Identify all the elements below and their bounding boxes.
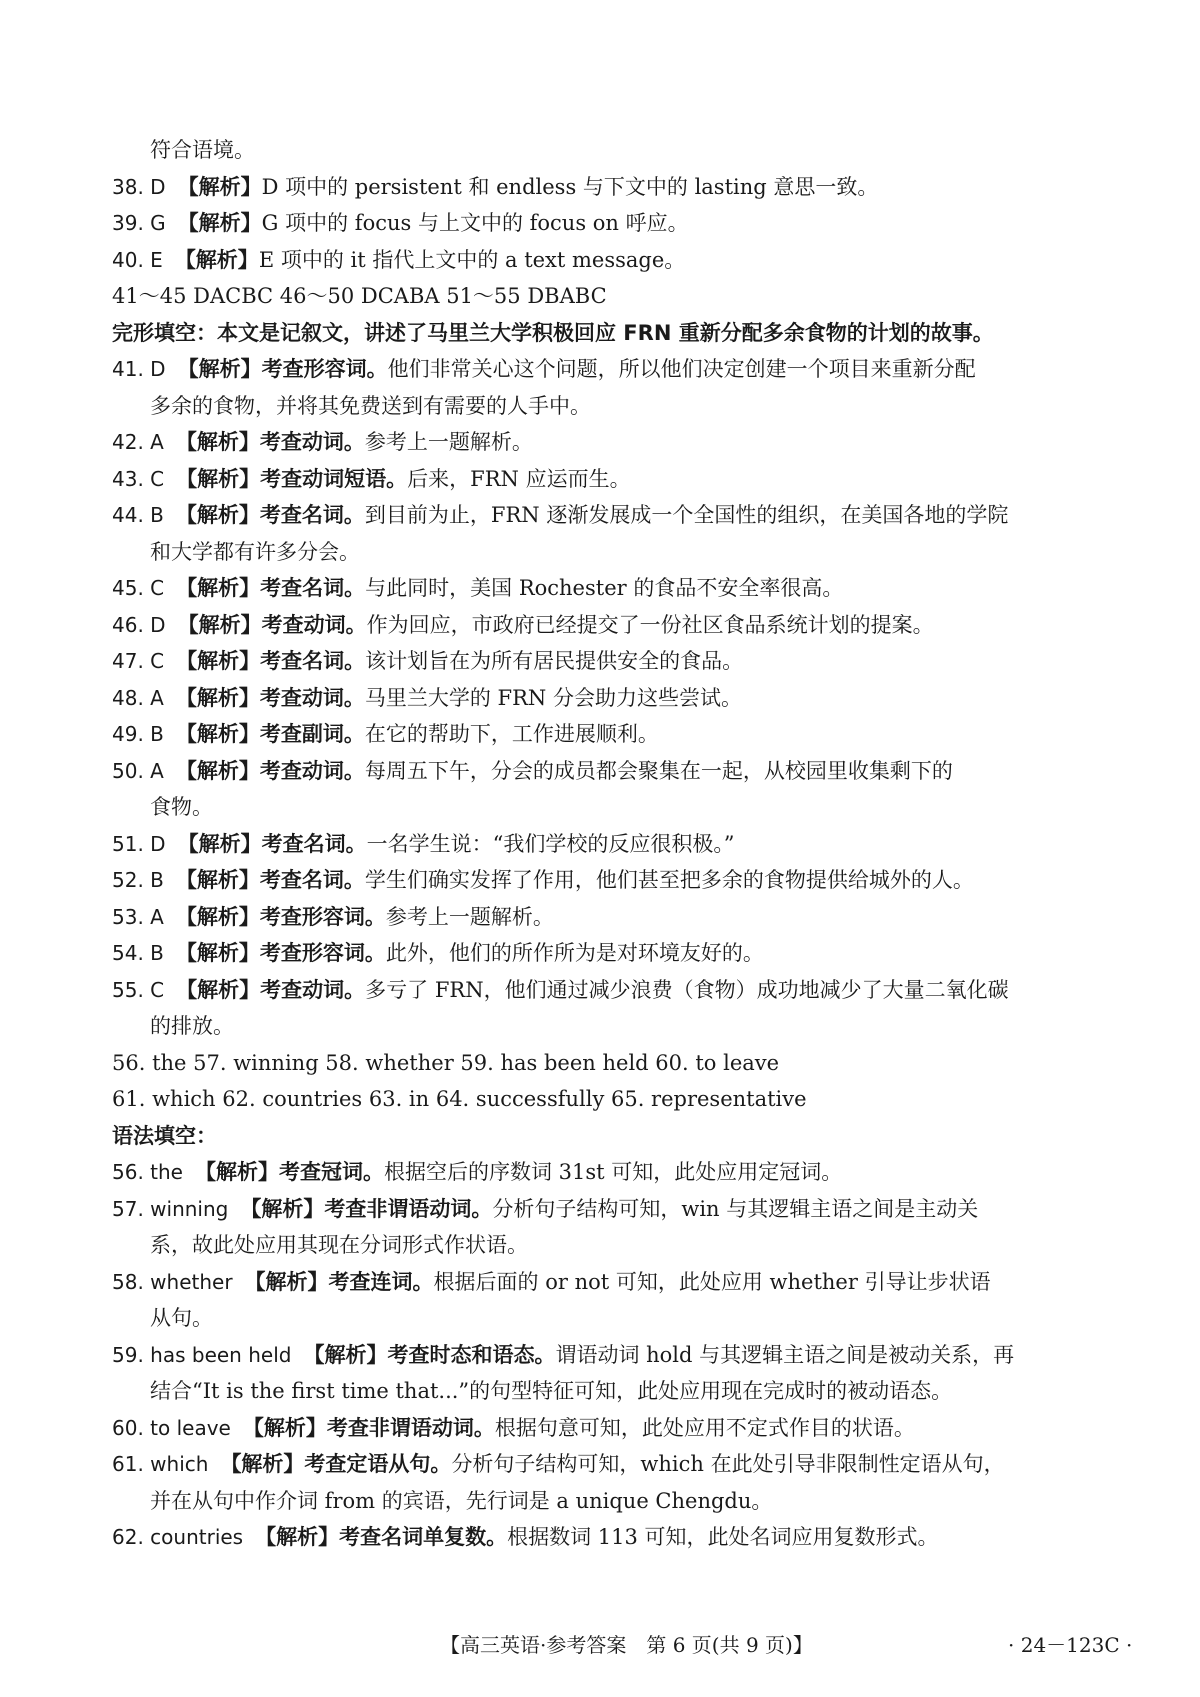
question-number: 51. D <box>112 831 166 856</box>
analysis-tag: 【解析】考查非谓语动词。 <box>240 1196 493 1221</box>
answer-line <box>112 753 1102 790</box>
answer-line <box>112 1118 1102 1155</box>
explanation-text: 每周五下午，分会的成员都会聚集在一起，从校园里收集剩下的 <box>364 758 953 783</box>
explanation-text: D 项中的 persistent 和 endless 与下文中的 lasting 意思一致。 <box>261 174 879 199</box>
explanation-text: 马里兰大学的 FRN 分会助力这些尝试。 <box>364 685 742 710</box>
answer-line <box>112 205 1102 242</box>
analysis-tag: 【解析】考查名词。 <box>177 831 367 856</box>
explanation-continuation: 从句。 <box>150 1306 213 1330</box>
explanation-text: 根据后面的 or not 可知，此处应用 whether 引导让步状语 <box>433 1269 991 1294</box>
section-heading: 完形填空：本文是记叙文，讲述了马里兰大学积极回应 FRN 重新分配多余食物的计划的故事。 <box>112 320 994 345</box>
answer-line <box>112 1045 1102 1082</box>
answer-line <box>112 570 1102 607</box>
footer-page-info: 【高三英语·参考答案 第 6 页(共 9 页)】 <box>440 1633 813 1657</box>
explanation-continuation: 结合“It is the first time that...”的句型特征可知，此处应用现在完成时的被动语态。 <box>150 1379 953 1403</box>
analysis-tag: 【解析】考查形容词。 <box>175 904 386 929</box>
answer-line <box>112 351 1102 388</box>
explanation-text: 56. the 57. winning 58. whether 59. has been held 60. to leave <box>112 1050 780 1075</box>
question-number: 54. B <box>112 941 164 965</box>
explanation-continuation: 食物。 <box>150 795 213 819</box>
explanation-text: 到目前为止，FRN 逐渐发展成一个全国性的组织，在美国各地的学院 <box>364 503 1009 527</box>
section-heading: 语法填空： <box>112 1123 217 1148</box>
answer-line <box>112 1410 1102 1447</box>
answer-line <box>112 899 1102 936</box>
answer-line <box>112 132 1102 169</box>
explanation-text: 一名学生说：“我们学校的反应很积极。” <box>366 831 735 856</box>
explanation-text: 根据空后的序数词 31st 可知，此处应用定冠词。 <box>384 1160 843 1184</box>
analysis-tag: 【解析】考查名词单复数。 <box>255 1525 508 1549</box>
question-number: 38. D <box>112 174 166 199</box>
explanation-continuation: 并在从句中作介词 from 的宾语，先行词是 a unique Chengdu。 <box>150 1488 773 1513</box>
question-number: 47. C <box>112 649 165 673</box>
answer-line <box>112 607 1102 644</box>
explanation-text: 参考上一题解析。 <box>385 904 554 929</box>
analysis-tag: 【解析】考查动词短语。 <box>176 466 408 491</box>
analysis-tag: 【解析】考查动词。 <box>176 977 366 1002</box>
explanation-text: 多亏了 FRN，他们通过减少浪费（食物）成功地减少了大量二氧化碳 <box>365 977 1009 1002</box>
question-number: 39. G <box>112 211 166 235</box>
question-number: 53. A <box>112 904 164 929</box>
analysis-tag: 【解析】考查形容词。 <box>177 357 388 381</box>
question-number: 50. A <box>112 758 164 783</box>
question-number: 44. B <box>112 503 164 527</box>
answer-line <box>112 461 1102 498</box>
explanation-text: 他们非常关心这个问题，所以他们决定创建一个项目来重新分配 <box>387 357 976 381</box>
explanation-text: 学生们确实发挥了作用，他们甚至把多余的食物提供给城外的人。 <box>364 868 974 892</box>
answer-line <box>112 278 1102 315</box>
explanation-text: 根据数词 113 可知，此处名词应用复数形式。 <box>507 1525 939 1549</box>
explanation-continuation: 和大学都有许多分会。 <box>150 539 360 564</box>
answer-line <box>112 424 1102 461</box>
analysis-tag: 【解析】考查非谓语动词。 <box>242 1415 495 1440</box>
answer-line <box>112 169 1102 206</box>
analysis-tag: 【解析】考查时态和语态。 <box>303 1342 556 1367</box>
explanation-continuation: 系，故此处应用其现在分词形式作状语。 <box>150 1233 528 1257</box>
question-number: 40. E <box>112 247 163 272</box>
question-number: 56. the <box>112 1160 183 1184</box>
explanation-text: 作为回应，市政府已经提交了一份社区食品系统计划的提案。 <box>366 612 934 637</box>
answer-line <box>112 643 1102 680</box>
answer-line <box>112 242 1102 279</box>
analysis-tag: 【解析】考查动词。 <box>175 758 365 783</box>
answer-line <box>112 972 1102 1009</box>
analysis-tag: 【解析】 <box>177 174 262 199</box>
question-number: 58. whether <box>112 1269 233 1294</box>
analysis-tag: 【解析】考查名词。 <box>175 503 365 527</box>
answer-line <box>112 1154 1102 1191</box>
analysis-tag: 【解析】考查动词。 <box>175 430 365 454</box>
explanation-text: 此外，他们的所作所为是对环境友好的。 <box>385 941 764 965</box>
explanation-text: 该计划旨在为所有居民提供安全的食品。 <box>365 649 744 673</box>
question-number: 62. countries <box>112 1525 244 1549</box>
answer-line <box>112 315 1102 352</box>
question-number: 46. D <box>112 612 166 637</box>
explanation-text: 参考上一题解析。 <box>364 430 533 454</box>
answer-line <box>112 497 1102 534</box>
analysis-tag: 【解析】考查副词。 <box>175 722 365 746</box>
explanation-text: 与此同时，美国 Rochester 的食品不安全率很高。 <box>365 576 844 600</box>
explanation-text: 根据句意可知，此处应用不定式作目的状语。 <box>494 1415 915 1440</box>
question-number: 55. C <box>112 977 165 1002</box>
explanation-continuation: 的排放。 <box>150 1014 234 1038</box>
analysis-tag: 【解析】考查定语从句。 <box>220 1452 452 1476</box>
question-number: 41. D <box>112 357 166 381</box>
analysis-tag: 【解析】 <box>174 247 259 272</box>
analysis-tag: 【解析】考查名词。 <box>176 649 366 673</box>
answer-line <box>112 1446 1102 1483</box>
explanation-text: 在它的帮助下，工作进展顺利。 <box>364 722 659 746</box>
explanation-text: 41～45 DACBC 46～50 DCABA 51～55 DBABC <box>112 284 607 308</box>
answer-line <box>112 1081 1102 1118</box>
analysis-tag: 【解析】考查形容词。 <box>175 941 386 965</box>
explanation-text: 谓语动词 hold 与其逻辑主语之间是被动关系，再 <box>555 1342 1015 1367</box>
explanation-text: E 项中的 it 指代上文中的 a text message。 <box>258 247 686 272</box>
answer-line <box>112 862 1102 899</box>
question-number: 60. to leave <box>112 1415 231 1440</box>
answer-line <box>112 1191 1102 1228</box>
answer-explanations <box>112 132 1102 1556</box>
question-number: 43. C <box>112 466 165 491</box>
analysis-tag: 【解析】考查动词。 <box>177 612 367 637</box>
explanation-text: 61. which 62. countries 63. in 64. successfully 65. representative <box>112 1087 807 1111</box>
answer-line <box>112 826 1102 863</box>
analysis-tag: 【解析】 <box>177 211 262 235</box>
answer-line <box>112 1519 1102 1556</box>
explanation-text: G 项中的 focus 与上文中的 focus on 呼应。 <box>261 211 689 235</box>
explanation-text: 分析句子结构可知，win 与其逻辑主语之间是主动关 <box>492 1196 979 1221</box>
question-number: 61. which <box>112 1452 209 1476</box>
answer-line <box>112 716 1102 753</box>
explanation-text: 符合语境。 <box>150 138 255 162</box>
analysis-tag: 【解析】考查名词。 <box>175 868 365 892</box>
analysis-tag: 【解析】考查动词。 <box>175 685 365 710</box>
answer-line <box>112 1264 1102 1301</box>
question-number: 45. C <box>112 576 165 600</box>
explanation-continuation: 多余的食物，并将其免费送到有需要的人手中。 <box>150 393 591 418</box>
answer-line <box>112 680 1102 717</box>
answer-line <box>112 935 1102 972</box>
analysis-tag: 【解析】考查名词。 <box>176 576 366 600</box>
answer-line <box>112 1337 1102 1374</box>
question-number: 57. winning <box>112 1196 229 1221</box>
analysis-tag: 【解析】考查冠词。 <box>195 1160 384 1184</box>
explanation-text: 后来，FRN 应运而生。 <box>407 466 631 491</box>
question-number: 59. has been held <box>112 1342 292 1367</box>
explanation-text: 分析句子结构可知，which 在此处引导非限制性定语从句， <box>451 1452 1005 1476</box>
question-number: 42. A <box>112 430 164 454</box>
question-number: 48. A <box>112 685 164 710</box>
question-number: 49. B <box>112 722 164 746</box>
question-number: 52. B <box>112 868 164 892</box>
footer-doc-code: · 24－123C · <box>1008 1633 1133 1657</box>
analysis-tag: 【解析】考查连词。 <box>244 1269 434 1294</box>
